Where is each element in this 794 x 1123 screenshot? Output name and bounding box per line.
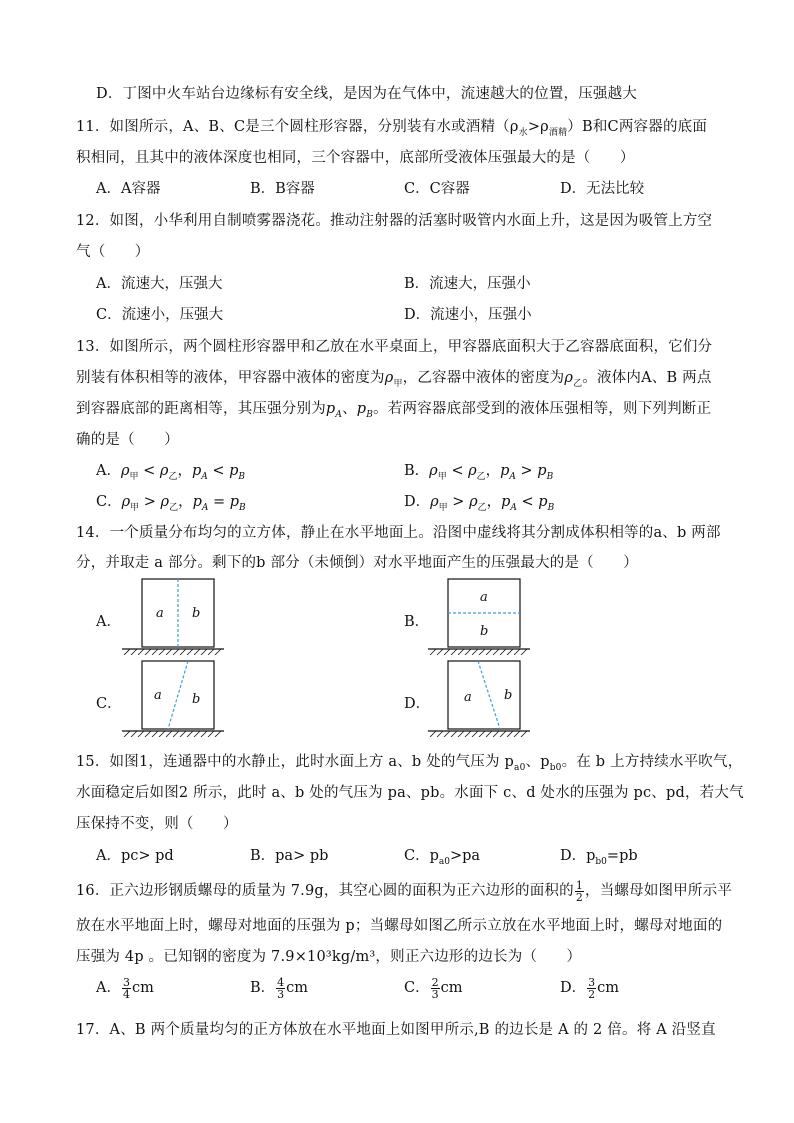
- q14-figure-b: [424, 575, 534, 655]
- label-b: b: [192, 606, 201, 621]
- q15-stem-line1: 15．如图1，连通器中的水静止，此时水面上方 a、b 处的气压为 $p_{a0}$、$p_{b0}$。在 b 上方持续水平吹气，: [76, 754, 743, 773]
- ground-hatch: [124, 731, 221, 737]
- q13-stem-line2: 别装有体积相等的液体，甲容器中液体的密度为$\rho_甲$，乙容器中液体的密度为$\rho_乙$。液体内A、B 两点: [76, 370, 712, 389]
- q14-option-a-label: A．: [96, 614, 121, 630]
- label-a: a: [156, 606, 164, 621]
- fraction-one-half: $\frac{1}{2}$: [575, 878, 584, 904]
- cut-line: [478, 661, 500, 729]
- q16-stem-line2: 放在水平地面上时，螺母对地面的压强为 p；当螺母如图乙所示立放在水平地面上时，螺母对地面的: [76, 918, 723, 934]
- q13-stem-line4: 确的是（ ）: [76, 432, 179, 448]
- ground-hatch: [124, 649, 221, 655]
- q15-stem-line2: 水面稳定后如图2 所示，此时 a、b 处的气压为 pa、pb。水面下 c、d 处水的压强为 pc、pd，若大气: [76, 785, 744, 801]
- q11-stem-line1: 11．如图所示，A、B、C是三个圆柱形容器，分别装有水或酒精$(\rho_水>\rho_{酒精})B$和C两容器的底面: [76, 119, 708, 138]
- q14-figure-c: [118, 657, 228, 737]
- q11-option-d: D．无法比较: [560, 181, 645, 197]
- q11-option-b: B．B容器: [250, 181, 315, 197]
- q16-option-b: B． $\frac{4}{3}$ cm: [250, 975, 309, 1001]
- q16-option-d: D． $\frac{3}{2}$ cm: [560, 975, 620, 1001]
- q15-option-c: C．$p_{a0}>pa$: [404, 848, 481, 867]
- label-b: b: [504, 688, 513, 703]
- q10-option-d: D．丁图中火车站台边缘标有安全线，是因为在气体中，流速越大的位置，压强越大: [96, 86, 638, 102]
- q13-stem-line1: 13．如图所示，两个圆柱形容器甲和乙放在水平桌面上，甲容器底面积大于乙容器底面积，它们分: [76, 339, 713, 355]
- q14-option-d-label: D．: [404, 696, 431, 712]
- q14-figure-d: [424, 657, 534, 737]
- label-a: a: [480, 590, 488, 605]
- q11-option-a: A．A容器: [96, 181, 161, 197]
- q11-stem-line2: 积相同，且其中的液体深度也相同，三个容器中，底部所受液体压强最大的是（ ）: [76, 150, 635, 166]
- q12-option-b: B．流速大，压强小: [404, 276, 531, 292]
- q17-stem-line1: 17．A、B 两个质量均匀的正方体放在水平地面上如图甲所示,B 的边长是 A 的 2 倍。将 A 沿竖直: [76, 1022, 716, 1038]
- q14-option-c-label: C．: [96, 696, 122, 712]
- label-b: b: [480, 624, 489, 639]
- q16-option-a: A． $\frac{3}{4}$ cm: [96, 975, 154, 1001]
- q11-option-c: C．C容器: [404, 181, 470, 197]
- q13-option-a: A．$\rho_甲 < \rho_乙$，$p_A < p_B$: [96, 463, 246, 482]
- ground-hatch: [430, 649, 527, 655]
- q15-option-d: D．$p_{b0}=pb$: [560, 848, 638, 867]
- q14-stem-line1: 14．一个质量分布均匀的立方体，静止在水平地面上。沿图中虚线将其分割成体积相等的a、b 两部: [76, 525, 721, 541]
- q12-stem-line2: 气（ ）: [76, 244, 150, 260]
- q14-option-b-label: B．: [404, 614, 430, 630]
- label-a: a: [464, 690, 472, 705]
- q12-option-d: D．流速小，压强小: [404, 307, 532, 323]
- ground-hatch: [430, 731, 527, 737]
- q12-stem-line1: 12．如图，小华利用自制喷雾器浇花。推动注射器的活塞时吸管内水面上升，这是因为吸管上方空: [76, 213, 713, 229]
- label-a: a: [154, 688, 162, 703]
- q16-stem-line3: 压强为 4p 。已知钢的密度为 7.9×10³kg/m³，则正六边形的边长为（ ）: [76, 949, 582, 965]
- q15-option-b: B．pa> pb: [250, 848, 329, 864]
- q13-option-b: B．$\rho_甲 < \rho_乙$，$p_A > p_B$: [404, 463, 554, 482]
- q16-option-c: C． $\frac{2}{3}$ cm: [404, 975, 463, 1001]
- q13-option-c: C．$\rho_甲 > \rho_乙$，$p_A = p_B$: [96, 494, 246, 513]
- q13-option-d: D．$\rho_甲 > \rho_乙$，$p_A < p_B$: [404, 494, 555, 513]
- q12-option-a: A．流速大，压强大: [96, 276, 223, 292]
- label-b: b: [192, 692, 201, 707]
- q16-stem-line1: 16．正六边形钢质螺母的质量为 7.9g，其空心圆的面积为正六边形的面积的 $\frac{1}{2}$ ，当螺母如图甲所示平: [76, 878, 733, 904]
- q14-stem-line2: 分，并取走 a 部分。剩下的b 部分（未倾倒）对水平地面产生的压强最大的是（ ）: [76, 555, 638, 571]
- cut-line: [168, 661, 188, 729]
- q15-stem-line3: 压保持不变，则（ ）: [76, 816, 238, 832]
- q14-figure-a: [118, 575, 228, 655]
- q15-option-a: A．pc> pd: [96, 848, 174, 864]
- q12-option-c: C．流速小，压强大: [96, 307, 224, 323]
- q13-stem-line3: 到容器底部的距离相等，其压强分别为$p_A$、$p_B$。若两容器底部受到的液体压强相等，则下列判断正: [76, 401, 712, 420]
